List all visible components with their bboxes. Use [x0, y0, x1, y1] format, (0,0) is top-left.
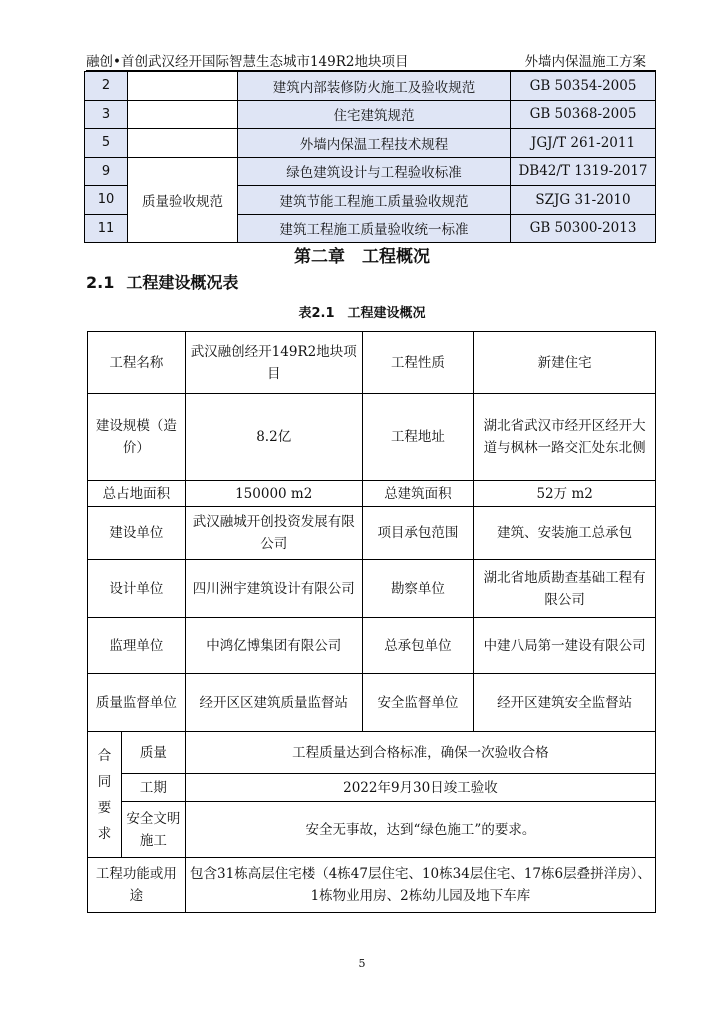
function-label: 工程功能或用途 [88, 858, 186, 913]
supervisor-value: 中鸿亿博集团有限公司 [185, 618, 362, 674]
civilized-label: 安全文明施工 [121, 802, 185, 858]
table-caption: 表2.1 工程建设概况 [298, 306, 426, 321]
standard-number: 2 [85, 72, 128, 101]
table-row [88, 618, 656, 674]
standard-code: JGJ/T 261-2011 [511, 129, 656, 158]
survey-label: 勘察单位 [362, 560, 474, 618]
building-area-label: 总建筑面积 [362, 481, 474, 507]
quality-station-value: 经开区区建筑质量监督站 [185, 674, 362, 732]
table-row [88, 802, 656, 858]
standard-code: DB42/T 1319-2017 [511, 157, 656, 186]
table-row [88, 394, 656, 481]
schedule-value: 2022年9月30日竣工验收 [185, 774, 655, 802]
designer-value: 四川洲宇建筑设计有限公司 [185, 560, 362, 618]
page-header [86, 48, 656, 71]
table-row [88, 858, 656, 913]
table-row [85, 129, 656, 158]
header-project-title: 融创•首创武汉经开国际智慧生态城市149R2地块项目 [86, 54, 409, 70]
scale-value: 8.2亿 [185, 394, 362, 481]
general-contractor-value: 中建八局第一建设有限公司 [474, 618, 656, 674]
section-number: 2.1 [86, 273, 115, 292]
quality-label: 质量 [121, 732, 185, 774]
standard-number: 11 [85, 214, 128, 243]
owner-value: 武汉融城开创投资发展有限公司 [185, 507, 362, 560]
table-row [88, 732, 656, 774]
standard-name: 绿色建筑设计与工程验收标准 [238, 157, 511, 186]
land-area-value: 150000 m2 [185, 481, 362, 507]
section-heading [86, 270, 238, 293]
page-number: 5 [358, 957, 366, 970]
standards-table [84, 71, 656, 243]
safety-station-label: 安全监督单位 [362, 674, 474, 732]
standard-category-blank [128, 129, 238, 158]
standard-code: SZJG 31-2010 [511, 186, 656, 215]
table-row [85, 157, 656, 186]
table-row [88, 507, 656, 560]
standard-code: GB 50300-2013 [511, 214, 656, 243]
standard-number: 3 [85, 100, 128, 129]
safety-station-value: 经开区建筑安全监督站 [474, 674, 656, 732]
standard-name: 外墙内保温工程技术规程 [238, 129, 511, 158]
standard-number: 9 [85, 157, 128, 186]
standard-name: 建筑节能工程施工质量验收规范 [238, 186, 511, 215]
section-title: 工程建设概况表 [126, 273, 239, 292]
supervisor-label: 监理单位 [88, 618, 186, 674]
general-contractor-label: 总承包单位 [362, 618, 474, 674]
project-nature-label: 工程性质 [362, 332, 474, 394]
standard-number: 5 [85, 129, 128, 158]
standard-category-blank [128, 72, 238, 101]
function-value: 包含31栋高层住宅楼（4栋47层住宅、10栋34层住宅、17栋6层叠拼洋房）、1栋物业用房、2栋幼儿园及地下车库 [185, 858, 655, 913]
chapter-title: 第二章 工程概况 [294, 247, 430, 267]
table-row [88, 674, 656, 732]
table-row [88, 332, 656, 394]
land-area-label: 总占地面积 [88, 481, 186, 507]
table-row [88, 774, 656, 802]
owner-label: 建设单位 [88, 507, 186, 560]
standard-category: 质量验收规范 [128, 157, 238, 243]
standard-code: GB 50354-2005 [511, 72, 656, 101]
schedule-label: 工期 [121, 774, 185, 802]
table-row [85, 72, 656, 101]
project-nature: 新建住宅 [474, 332, 656, 394]
address-value: 湖北省武汉市经开区经开大道与枫林一路交汇处东北侧 [474, 394, 656, 481]
address-label: 工程地址 [362, 394, 474, 481]
designer-label: 设计单位 [88, 560, 186, 618]
quality-value: 工程质量达到合格标准，确保一次验收合格 [185, 732, 655, 774]
standard-name: 住宅建筑规范 [238, 100, 511, 129]
standard-code: GB 50368-2005 [511, 100, 656, 129]
survey-value: 湖北省地质勘查基础工程有限公司 [474, 560, 656, 618]
standard-name: 建筑内部装修防火施工及验收规范 [238, 72, 511, 101]
table-row [88, 560, 656, 618]
table-row [85, 100, 656, 129]
standard-name: 建筑工程施工质量验收统一标准 [238, 214, 511, 243]
contract-requirements-label: 合同要求 [88, 732, 122, 858]
quality-station-label: 质量监督单位 [88, 674, 186, 732]
project-overview-table [87, 331, 656, 913]
table-row [88, 481, 656, 507]
project-name-label: 工程名称 [88, 332, 186, 394]
civilized-value: 安全无事故，达到“绿色施工”的要求。 [185, 802, 655, 858]
header-document-title: 外墙内保温施工方案 [524, 54, 646, 70]
contract-scope-label: 项目承包范围 [362, 507, 474, 560]
project-name: 武汉融创经开149R2地块项目 [185, 332, 362, 394]
scale-label: 建设规模（造价） [88, 394, 186, 481]
building-area-value: 52万 m2 [474, 481, 656, 507]
standard-category-blank [128, 100, 238, 129]
standard-number: 10 [85, 186, 128, 215]
contract-scope-value: 建筑、安装施工总承包 [474, 507, 656, 560]
